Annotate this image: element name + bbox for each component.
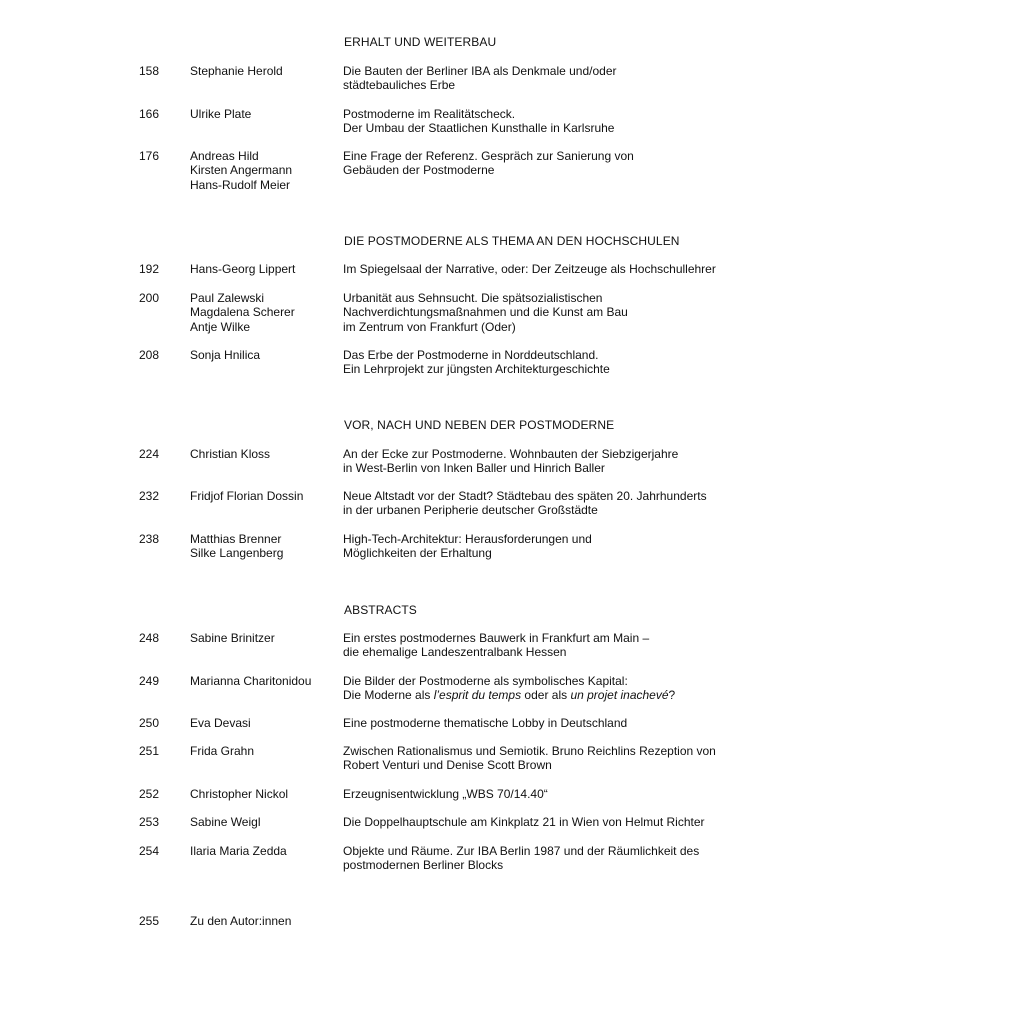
title-line: Postmoderne im Realitätscheck. [343, 107, 516, 121]
author-names [190, 64, 283, 78]
entry-title [343, 815, 705, 829]
author-name: Christian Kloss [190, 447, 271, 461]
section-heading: VOR, NACH UND NEBEN DER POSTMODERNE [344, 418, 615, 432]
author-names [190, 149, 292, 192]
section-heading: DIE POSTMODERNE ALS THEMA AN DEN HOCHSCHULEN [344, 234, 680, 248]
title-line: Eine postmoderne thematische Lobby in Deutschland [343, 716, 628, 730]
entry-title [343, 348, 610, 377]
entry-title [343, 107, 614, 136]
author-name: Andreas Hild [190, 149, 259, 163]
author-names [190, 532, 283, 561]
title-line: Die Bilder der Postmoderne als symbolisches Kapital: [343, 674, 628, 688]
title-line: Der Umbau der Staatlichen Kunsthalle in Karlsruhe [343, 121, 615, 136]
author-name: Marianna Charitonidou [190, 674, 312, 688]
page-number: 238 [139, 532, 160, 546]
author-names [190, 674, 311, 688]
title-line: Das Erbe der Postmoderne in Norddeutschland. [343, 348, 599, 362]
page-number: 249 [139, 674, 160, 688]
page-number: 200 [139, 291, 160, 305]
page-number: 255 [139, 914, 160, 928]
page-number: 254 [139, 844, 160, 858]
entry-title [343, 149, 634, 178]
author-name: Sonja Hnilica [190, 348, 261, 362]
entry-title [343, 64, 617, 93]
author-names [190, 631, 275, 645]
author-names [190, 815, 261, 829]
page-number: 248 [139, 631, 160, 645]
author-name: Silke Langenberg [190, 546, 284, 561]
title-line: Gebäuden der Postmoderne [343, 163, 495, 178]
title-line: Zwischen Rationalismus und Semiotik. Bruno Reichlins Rezeption von [343, 744, 716, 758]
title-line: Nachverdichtungsmaßnahmen und die Kunst am Bau [343, 305, 628, 320]
entry-title [343, 674, 675, 703]
entry-title [343, 489, 707, 518]
title-italic: un projet inachevé [570, 688, 669, 703]
author-name: Ulrike Plate [190, 107, 252, 121]
title-line: in der urbanen Peripherie deutscher Großstädte [343, 503, 598, 518]
title-italic: l’esprit du temps [433, 688, 522, 703]
author-name: Fridjof Florian Dossin [190, 489, 304, 503]
title-line: High-Tech-Architektur: Herausforderungen und [343, 532, 592, 546]
author-name: Eva Devasi [190, 716, 251, 730]
entry-title [343, 844, 699, 873]
page-number: 251 [139, 744, 160, 758]
page-number: 250 [139, 716, 160, 730]
author-names [190, 844, 287, 858]
author-names [190, 291, 295, 334]
closing-label: Zu den Autor:innen [190, 914, 292, 928]
author-name: Sabine Weigl [190, 815, 261, 829]
author-names [190, 107, 251, 121]
author-name: Antje Wilke [190, 319, 251, 334]
title-text: Die Moderne als [343, 688, 434, 703]
title-line: An der Ecke zur Postmoderne. Wohnbauten der Siebzigerjahre [343, 447, 679, 461]
title-line: Die Doppelhauptschule am Kinkplatz 21 in Wien von Helmut Richter [343, 815, 705, 829]
author-names [190, 348, 260, 362]
author-names [190, 447, 270, 461]
title-line: in West-Berlin von Inken Baller und Hinrich Baller [343, 461, 605, 476]
author-name: Christopher Nickol [190, 787, 289, 801]
entry-title [343, 532, 592, 561]
author-names [190, 716, 251, 730]
title-line: Im Spiegelsaal der Narrative, oder: Der Zeitzeuge als Hochschullehrer [343, 262, 716, 276]
author-name: Stephanie Herold [190, 64, 283, 78]
page-number: 208 [139, 348, 160, 362]
author-name: Frida Grahn [190, 744, 255, 758]
author-names [190, 489, 303, 503]
section-heading: ABSTRACTS [344, 603, 417, 617]
entry-title [343, 631, 649, 660]
page-number: 158 [139, 64, 160, 78]
title-line: Urbanität aus Sehnsucht. Die spätsozialistischen [343, 291, 603, 305]
author-name: Kirsten Angermann [190, 163, 293, 178]
entry-title [343, 787, 548, 801]
page-number: 176 [139, 149, 160, 163]
page-number: 253 [139, 815, 160, 829]
author-name: Matthias Brenner [190, 532, 282, 546]
title-text: ? [668, 688, 676, 703]
title-line: Erzeugnisentwicklung „WBS 70/14.40“ [343, 787, 548, 801]
author-name: Hans-Rudolf Meier [190, 177, 291, 192]
title-line: Ein Lehrprojekt zur jüngsten Architekturgeschichte [343, 362, 610, 377]
title-line: Möglichkeiten der Erhaltung [343, 546, 492, 561]
title-line: Robert Venturi und Denise Scott Brown [343, 758, 552, 773]
page-number: 166 [139, 107, 160, 121]
title-line-rich [343, 688, 675, 702]
title-line: Objekte und Räume. Zur IBA Berlin 1987 und der Räumlichkeit des [343, 844, 700, 858]
title-line: Ein erstes postmodernes Bauwerk in Frankfurt am Main – [343, 631, 650, 645]
page-number: 252 [139, 787, 160, 801]
entry-title [343, 744, 716, 773]
title-line: Die Bauten der Berliner IBA als Denkmale und/oder [343, 64, 617, 78]
author-name: Sabine Brinitzer [190, 631, 275, 645]
title-line: Neue Altstadt vor der Stadt? Städtebau des späten 20. Jahrhunderts [343, 489, 707, 503]
entry-title [343, 262, 716, 276]
title-line: postmodernen Berliner Blocks [343, 858, 504, 873]
entry-title [343, 716, 627, 730]
author-names [190, 787, 288, 801]
author-name: Magdalena Scherer [190, 305, 295, 320]
title-line: Eine Frage der Referenz. Gespräch zur Sanierung von [343, 149, 634, 163]
title-text: oder als [521, 688, 571, 703]
title-line: die ehemalige Landeszentralbank Hessen [343, 645, 567, 660]
author-name: Ilaria Maria Zedda [190, 844, 287, 858]
entry-title [343, 291, 628, 334]
page-number: 224 [139, 447, 160, 461]
author-name: Paul Zalewski [190, 291, 265, 305]
page-number: 192 [139, 262, 160, 276]
title-line: im Zentrum von Frankfurt (Oder) [343, 319, 516, 334]
section-heading: ERHALT UND WEITERBAU [344, 35, 497, 49]
title-line: städtebauliches Erbe [343, 78, 456, 93]
author-names [190, 262, 295, 276]
entry-title [343, 447, 678, 476]
author-name: Hans-Georg Lippert [190, 262, 296, 276]
author-names [190, 744, 254, 758]
page-number: 232 [139, 489, 160, 503]
